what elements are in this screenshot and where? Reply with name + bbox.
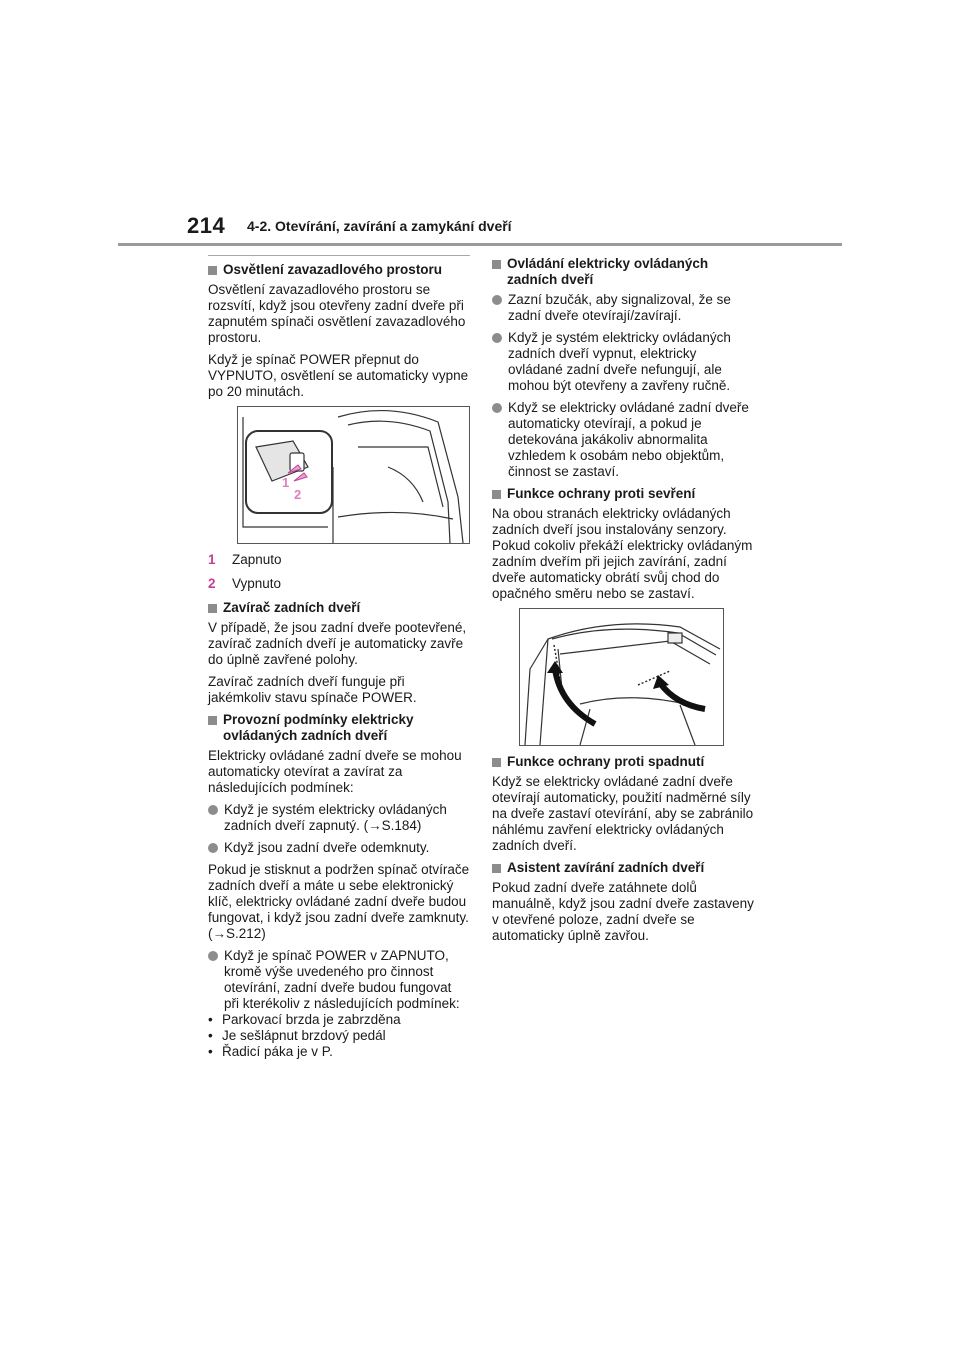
section-rule <box>208 255 470 256</box>
square-bullet-icon <box>208 716 217 725</box>
paragraph: V případě, že jsou zadní dveře pootevřené, zavírač zadních dveří je automaticky zavře do úplně zavřené polohy. <box>208 620 467 667</box>
square-bullet-icon <box>492 758 501 767</box>
list-item: Když je systém elektricky ovládaných zadních dveří vypnut, elektricky ovládané zadní dveře nefungují, ale mohou být otevřeny a zavřeny ručně. <box>492 330 754 394</box>
paragraph: Pokud je stisknut a podržen spínač otvírače zadních dveří a máte u sebe elektronický klíč, elektricky ovládané zadní dveře budou fungovat, i když jsou zadní dveře zamknuty. (→S.212) <box>208 862 470 941</box>
section-heading: Asistent zavírání zadních dveří <box>492 860 754 876</box>
square-bullet-icon <box>492 260 501 269</box>
circle-bullet-icon <box>492 333 502 343</box>
circle-bullet-icon <box>492 403 502 413</box>
section-heading: Provozní podmínky elektricky ovládaných zadních dveří <box>208 712 470 744</box>
square-bullet-icon <box>492 864 501 873</box>
paragraph: Zavírač zadních dveří funguje při jakémkoliv stavu spínače POWER. <box>208 674 417 705</box>
legend-item-1: 1 Zapnuto <box>208 552 282 567</box>
list-item: Když je spínač POWER v ZAPNUTO, kromě výše uvedeného pro činnost otevírání, zadní dveře budou fungovat při kterékoliv z následujících podmínek: <box>208 948 470 1012</box>
square-bullet-icon <box>208 604 217 613</box>
list-item: Zazní bzučák, aby signalizoval, že se zadní dveře otevírají/zavírají. <box>492 292 754 324</box>
circle-bullet-icon <box>208 951 218 961</box>
list-item: Když je systém elektricky ovládaných zadních dveří zapnutý. (→S.184) <box>208 802 470 834</box>
tailgate-sensor-illustration <box>520 609 723 745</box>
paragraph: Když je spínač POWER přepnut do VYPNUTO, osvětlení se automaticky vypne po 20 minutách. <box>208 352 469 399</box>
section-heading: Osvětlení zavazadlového prostoru <box>208 262 470 278</box>
paragraph: Pokud zadní dveře zatáhnete dolů manuálně, když jsou zadní dveře zastaveny v otevřené poloze, zadní dveře se automaticky úplně zavřou. <box>492 880 754 943</box>
paragraph: Osvětlení zavazadlového prostoru se rozsvítí, když jsou otevřeny zadní dveře při zapnutém spínači osvětlení zavazadlového prostoru. <box>208 282 466 345</box>
list-item: Když jsou zadní dveře odemknuty. <box>208 840 470 856</box>
circle-bullet-icon <box>208 805 218 815</box>
pinch-protection-figure <box>519 608 724 746</box>
section-heading: Zavírač zadních dveří <box>208 600 470 616</box>
header-rule <box>118 243 842 246</box>
figure-label-1: 1 <box>282 475 290 490</box>
circle-bullet-icon <box>208 843 218 853</box>
sub-list-item: • Je sešlápnut brzdový pedál <box>208 1028 386 1043</box>
right-column <box>492 256 754 950</box>
sub-list-item: • Řadicí páka je v P. <box>208 1044 333 1059</box>
chapter-title: 4-2. Otevírání, zavírání a zamykání dveří <box>247 218 512 234</box>
paragraph: Elektricky ovládané zadní dveře se mohou automaticky otevírat a zavírat za následujících podmínek: <box>208 748 462 795</box>
page-number: 214 <box>187 213 226 238</box>
square-bullet-icon <box>208 266 217 275</box>
section-heading: Funkce ochrany proti spadnutí <box>492 754 754 770</box>
figure-label-2: 2 <box>294 487 302 502</box>
legend-item-2: 2 Vypnuto <box>208 576 282 591</box>
sub-list-item: • Parkovací brzda je zabrzděna <box>208 1012 401 1027</box>
list-item: Když se elektricky ovládané zadní dveře automaticky otevírají, a pokud je detekována jakákoliv abnormalita vzhledem k osobám nebo objektům, činnost se zastaví. <box>492 400 754 480</box>
circle-bullet-icon <box>492 295 502 305</box>
luggage-light-figure <box>237 406 470 544</box>
square-bullet-icon <box>492 490 501 499</box>
section-heading: Ovládání elektricky ovládaných zadních dveří <box>492 256 754 288</box>
paragraph: Na obou stranách elektricky ovládaných zadních dveří jsou instalovány senzory. Pokud cokoliv překáží elektricky ovládaným zadním dveřím při jejich zavírání, zadní dveře automaticky obrátí svůj chod do opačného směru nebo se zastaví. <box>492 506 753 601</box>
section-heading: Funkce ochrany proti sevření <box>492 486 754 502</box>
left-column <box>208 255 470 1060</box>
luggage-light-illustration <box>238 407 469 543</box>
paragraph: Když se elektricky ovládané zadní dveře otevírají automaticky, použití nadměrné síly na dveře zastaví otevírání, aby se zabránilo náhlému zavření elektricky ovládaných zadních dveří. <box>492 774 754 853</box>
